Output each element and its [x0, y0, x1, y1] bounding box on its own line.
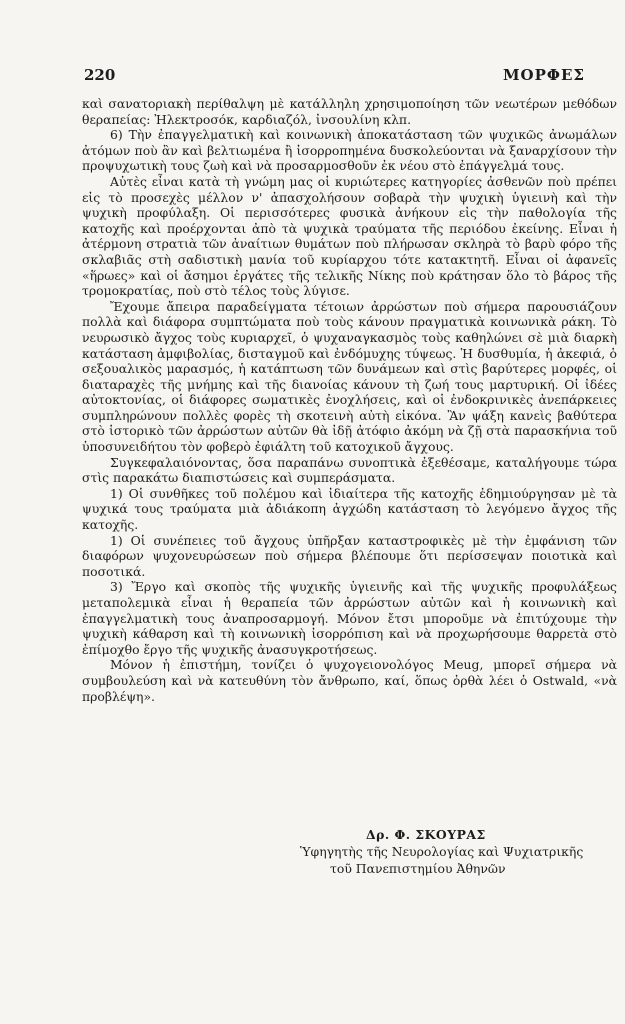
page-header	[84, 66, 585, 86]
article-body	[82, 96, 617, 704]
author-title-line-1: Ὑφηγητὴς τῆς Νευρολογίας καὶ Ψυχιατρικῆς	[300, 844, 584, 859]
conclusion-3: 3) Ἔργο καὶ σκοπὸς τῆς ψυχικῆς ὑγιεινῆς καὶ τῆς ψυχικῆς προφυλάξεως μεταπολεμικὰ εἶναι ἡ θεραπεία τῶν ἀρρώστων αὐτῶν καὶ ἡ κοινωνικὴ καὶ ἐπαγγελματικὴ τους ἀναπροσαρμογή. Μόνον ἔτσι μποροῦμε νὰ ἐπιτύχουμε τὴν ψυχικὴ κάθαρση καὶ τὴ κοινωνικὴ ἰσορρόπιση καὶ νὰ προχωρήσουμε θαρρετὰ στὸ ἐπίμοχθο ἔργο τῆς ψυχικῆς ἀνασυγκροτήσεως.	[82, 579, 617, 657]
paragraph-continued: καὶ σανατοριακὴ περίθαλψη μὲ κατάλληλη χρησιμοποίηση τῶν νεωτέρων μεθόδων θεραπείας: Ἠλεκτροσόκ, καρδιαζόλ, ἰνσουλίνη κλπ.	[82, 96, 617, 127]
paragraph-point-6: 6) Τὴν ἐπαγγελματικὴ καὶ κοινωνικὴ ἀποκατάσταση τῶν ψυχικῶς ἀνωμάλων ἀτόμων ποὺ ἂν καὶ βελτιωμένα ἢ ἰσορροπημένα δυσκολεύονται νὰ ξαναρχίσουν τὴν προψυχωτικὴ τους ζωὴ καὶ νὰ προσαρμοσθοῦν ἐκ νέου στὸ ἐπάγγελμά τους.	[82, 127, 617, 174]
paragraph-summary: Συγκεφαλαιόνοντας, ὅσα παραπάνω συνοπτικὰ ἐξεθέσαμε, καταλήγουμε τώρα στὶς παρακάτω διαπιστώσεις καὶ συμπεράσματα.	[82, 454, 617, 486]
page-number: 220	[84, 66, 116, 84]
conclusion-1: 1) Οἱ συνθῆκες τοῦ πολέμου καὶ ἰδιαίτερα τῆς κατοχῆς ἐδημιούργησαν μὲ τὰ ψυχικά τους τραύματα μιὰ ἀδιάκοπη ἀγχώδη κατάσταση τὸ λεγόμενο ἄγχος τῆς κατοχῆς.	[82, 485, 617, 533]
conclusion-2: 1) Οἱ συνέπειες τοῦ ἄγχους ὑπῆρξαν καταστροφικὲς μὲ τὴν ἐμφάνιση τῶν διαφόρων ψυχονευρώσεων ποὺ σήμερα βλέπουμε ὅτι περίσσεψαν ποιοτικὰ καὶ ποσοτικά.	[82, 532, 617, 579]
paragraph-closing: Μόνον ἡ ἐπιστήμη, τονίζει ὁ ψυχογειονολόγος Meug, μπορεῖ σήμερα νὰ συμβουλεύση καὶ νὰ κατευθύνη τὸν ἄνθρωπο, καί, ὅπως ὀρθὰ λέει ὁ Ostwald, «νὰ προβλέψη».	[82, 657, 617, 704]
author-title-line-2: τοῦ Πανεπιστημίου Ἀθηνῶν	[330, 861, 506, 876]
author-name: Δρ. Φ. ΣΚΟΥΡΑΣ	[366, 827, 486, 842]
author-signature	[300, 826, 610, 877]
running-title: ΜΟΡΦΕΣ	[502, 66, 585, 84]
paragraph-examples: Ἔχουμε ἄπειρα παραδείγματα τέτοιων ἀρρώστων ποὺ σήμερα παρουσιάζουν πολλὰ καὶ διάφορα συμπτώματα ποὺ τοὺς κάνουν πραγματικὰ κοινωνικὰ ράκη. Τὸ νευρωσικὸ ἄγχος τοὺς κυριαρχεῖ, ὁ ψυχαναγκασμὸς τοὺς καθηλώνει σὲ μιὰ διαρκὴ κατάσταση ἀμφιβολίας, δισταγμοῦ καὶ ἐνδόμυχης τύψεως. Ἡ δυσθυμία, ἡ ἀκεφιά, ὁ σεξουαλικὸς μαρασμός, ἡ κατάπτωση τῶν δυνάμεων καὶ στὶς βαρύτερες μορφές, οἱ διαταραχὲς τῆς μνήμης καὶ τῆς διανοίας κάνουν τὴ ζωή τους μαρτυρική. Οἱ ἰδέες αὐτοκτονίας, οἱ διάφορες σωματικὲς ἐνοχλήσεις, καὶ οἱ ἐνδοκρινικὲς ἀνεπάρκειες συμπληρώνουν πολλὲς φορὲς τὴ σκοτεινὴ αὐτὴ εἰκόνα. Ἂν ψάξη κανεὶς βαθύτερα στὸ ἱστορικὸ τῶν ἀρρώστων αὐτῶν θὰ ἰδῇ ἀτόφιο ἀκόμη νὰ ζῇ στὰ παρασκήνια τοῦ ὑποσυνειδήτου τὸν φοβερὸ ἐφιάλτη τοῦ κατοχικοῦ ἄγχους.	[82, 298, 617, 455]
paragraph-categories: Αὐτὲς εἶναι κατὰ τὴ γνώμη μας οἱ κυριώτερες κατηγορίες ἀσθενῶν ποὺ πρέπει εἰς τὸ προσεχὲς μέλλον ν' ἀπασχολήσουν σοβαρὰ τὴν ψυχικὴ ὑγιεινὴ καὶ τὴν ψυχικὴ προφύλαξη. Οἱ περισσότερες φυσικὰ ἀνήκουν εἰς τὴν παθολογία τῆς κατοχῆς καὶ προέρχονται ἀπὸ τὰ ψυχικὰ τραύματα τῆς περιόδου ἐκείνης. Εἶναι ἡ ἀτέρμονη στρατιὰ τῶν ἀναίτιων θυμάτων ποὺ πλήρωσαν σκληρὰ τὸ βαρὺ φόρο τῆς σκλαβιᾶς στὴ σαδιστικὴ μανία τοῦ κυρίαρχου τότε κατακτητῆ. Εἶναι οἱ ἀφανεῖς «ἥρωες» καὶ οἱ ἄσημοι ἐργάτες τῆς τελικῆς Νίκης ποὺ κράτησαν ὅλο τὸ βάρος τῆς τρομοκρατίας, ποὺ στὸ τέλος τοὺς λύγισε.	[82, 173, 617, 299]
